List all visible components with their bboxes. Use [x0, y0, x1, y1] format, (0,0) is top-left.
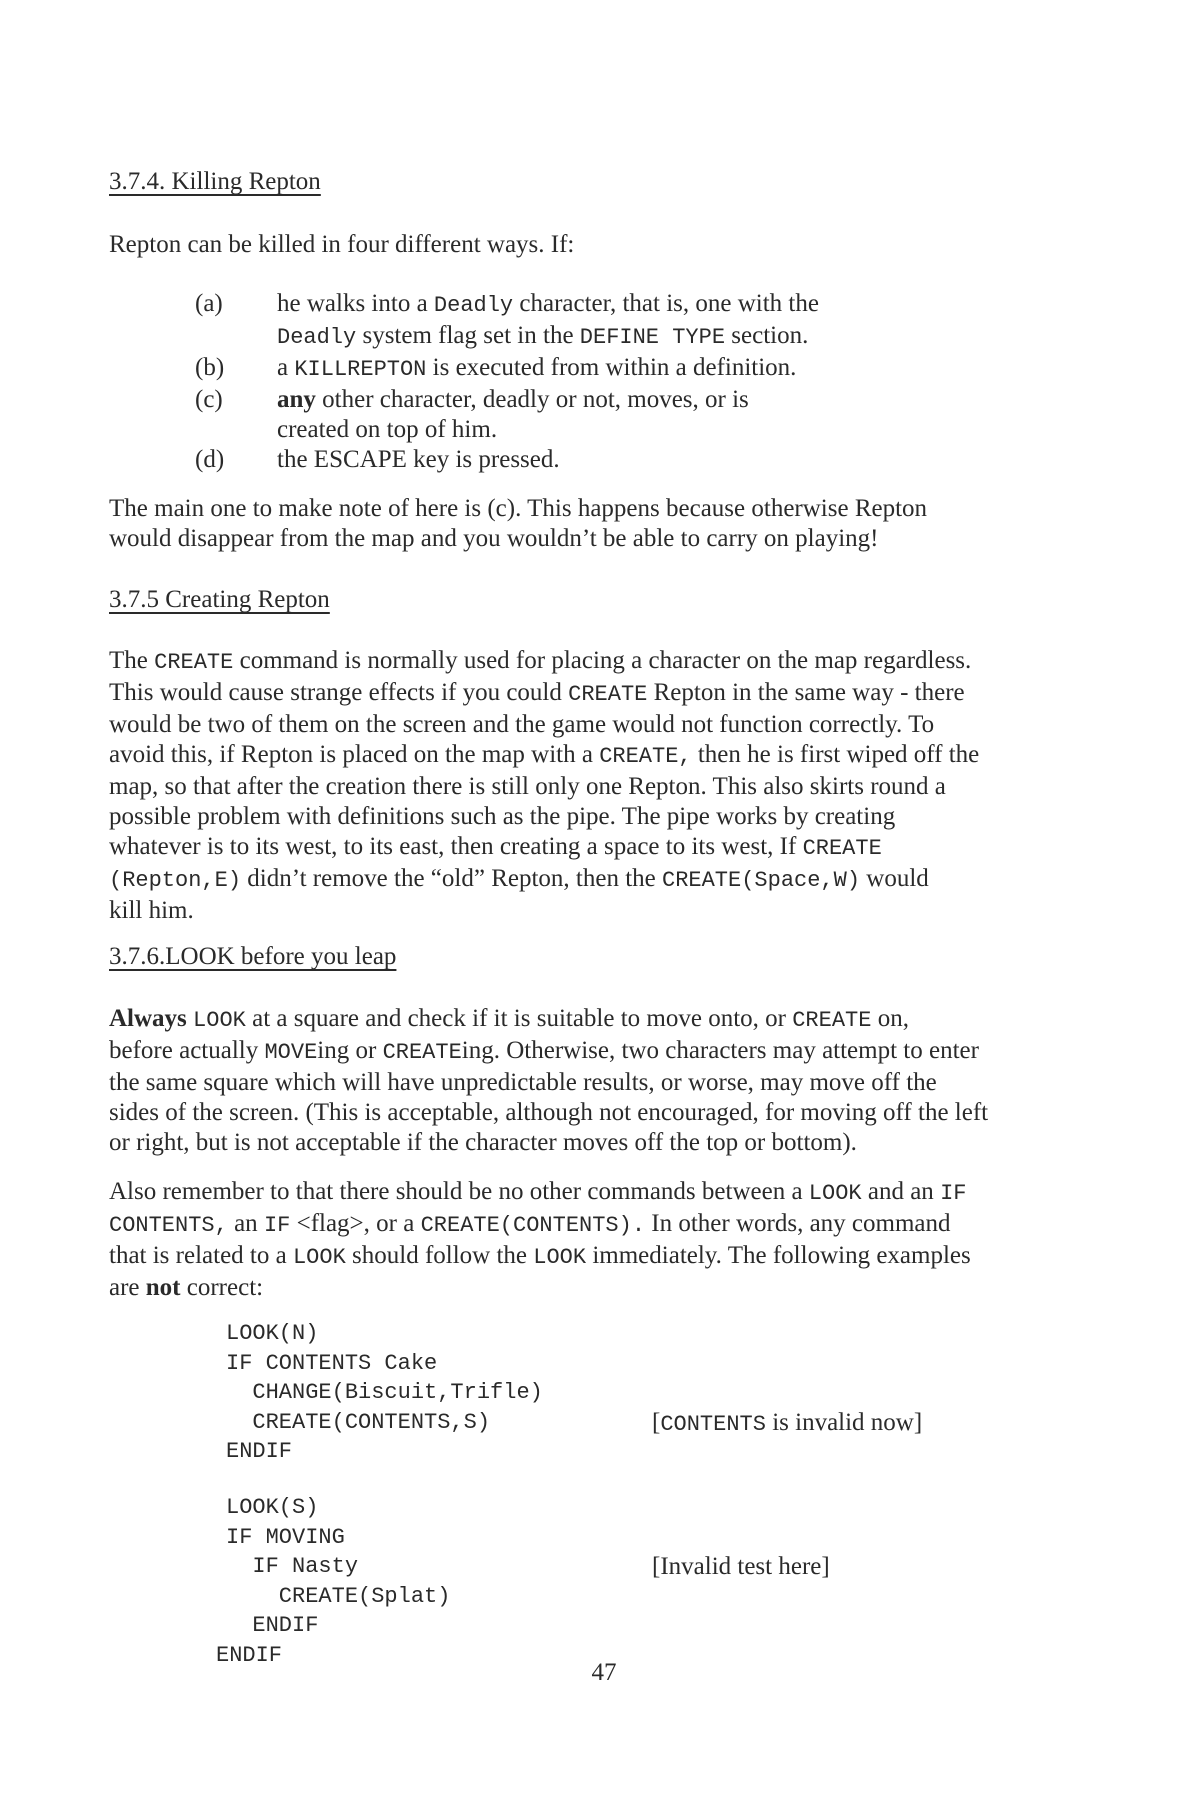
paragraph-note: The main one to make note of here is (c). This happens because otherwise Repton would disappear from the map and you wouldn’t be able to carry on playing! [109, 495, 928, 552]
code-line: ENDIF [226, 1439, 293, 1464]
code-line: LOOK(N) [226, 1321, 319, 1346]
code-line: LOOK(S) [226, 1495, 319, 1520]
code-line: IF CONTENTS Cake [226, 1350, 438, 1376]
list-item: (b) a KILLREPTON is executed from within a definition. [195, 354, 797, 382]
code-line: IF Nasty [Invalid test here] [226, 1553, 830, 1580]
section-heading-look-before-you-leap: 3.7.6.LOOK before you leap [109, 943, 397, 970]
section-heading-killing-repton: 3.7.4. Killing Repton [109, 168, 321, 195]
code-line: ENDIF [226, 1613, 319, 1638]
page-number: 47 [591, 1659, 617, 1686]
paragraph-creating-repton: The CREATE command is normally used for placing a character on the map regardless. This would cause strange effects if you could CREATE Repton in the same way - there would be two of them on the screen and the game would not function correctly. To avoid this, if Repton is placed on the map with a CREATE, then he is first wiped off the map, so that after the creation there is still only one Repton. This also skirts round a possible problem with definitions such as the pipe. The pipe works by creating whatever is to its west, to its east, then creating a space to its west, If CREATE (Repton,E) didn’t remove the “old” Repton, then the CREATE(Space,W) would kill him. [109, 647, 980, 924]
paragraph-intro: Repton can be killed in four different ways. If: [109, 231, 575, 258]
list-item: (a) he walks into a Deadly character, that is, one with the Deadly system flag set in the DEFINE TYPE section. [195, 290, 819, 350]
paragraph-always-look: Always LOOK at a square and check if it is suitable to move onto, or CREATE on, before actually MOVEing or CREATEing. Otherwise, two characters may attempt to enter the same square which will have unpredictable results, or worse, may move off the sides of the screen. (This is acceptable, although not encouraged, for moving off the left or right, but is not acceptable if the character moves off the top or bottom). [109, 1005, 989, 1156]
list-item: (d) the ESCAPE key is pressed. [195, 446, 560, 473]
code-line: CREATE(CONTENTS,S) [CONTENTS is invalid now] [226, 1408, 1046, 1438]
code-example-2 [216, 1493, 1046, 1670]
kill-conditions-list [195, 289, 1035, 475]
code-line: CHANGE(Biscuit,Trifle) [226, 1380, 543, 1405]
code-line: ENDIF [216, 1642, 283, 1668]
paragraph-remember: Also remember to that there should be no other commands between a LOOK and an IF CONTENTS, an IF <flag>, or a CREATE(CONTENTS). In other words, any command that is related to a LOOK should follow the LOOK immediately. The following examples are not correct: [109, 1178, 971, 1301]
code-line: CREATE(Splat) [226, 1583, 451, 1609]
code-comment: [CONTENTS is invalid now] [652, 1408, 923, 1437]
section-heading-creating-repton: 3.7.5 Creating Repton [109, 586, 330, 613]
code-comment: [Invalid test here] [652, 1553, 830, 1580]
code-line: IF MOVING [226, 1524, 345, 1550]
list-item: (c) any other character, deadly or not, moves, or is created on top of him. [195, 386, 749, 443]
code-example-1 [226, 1319, 1046, 1467]
